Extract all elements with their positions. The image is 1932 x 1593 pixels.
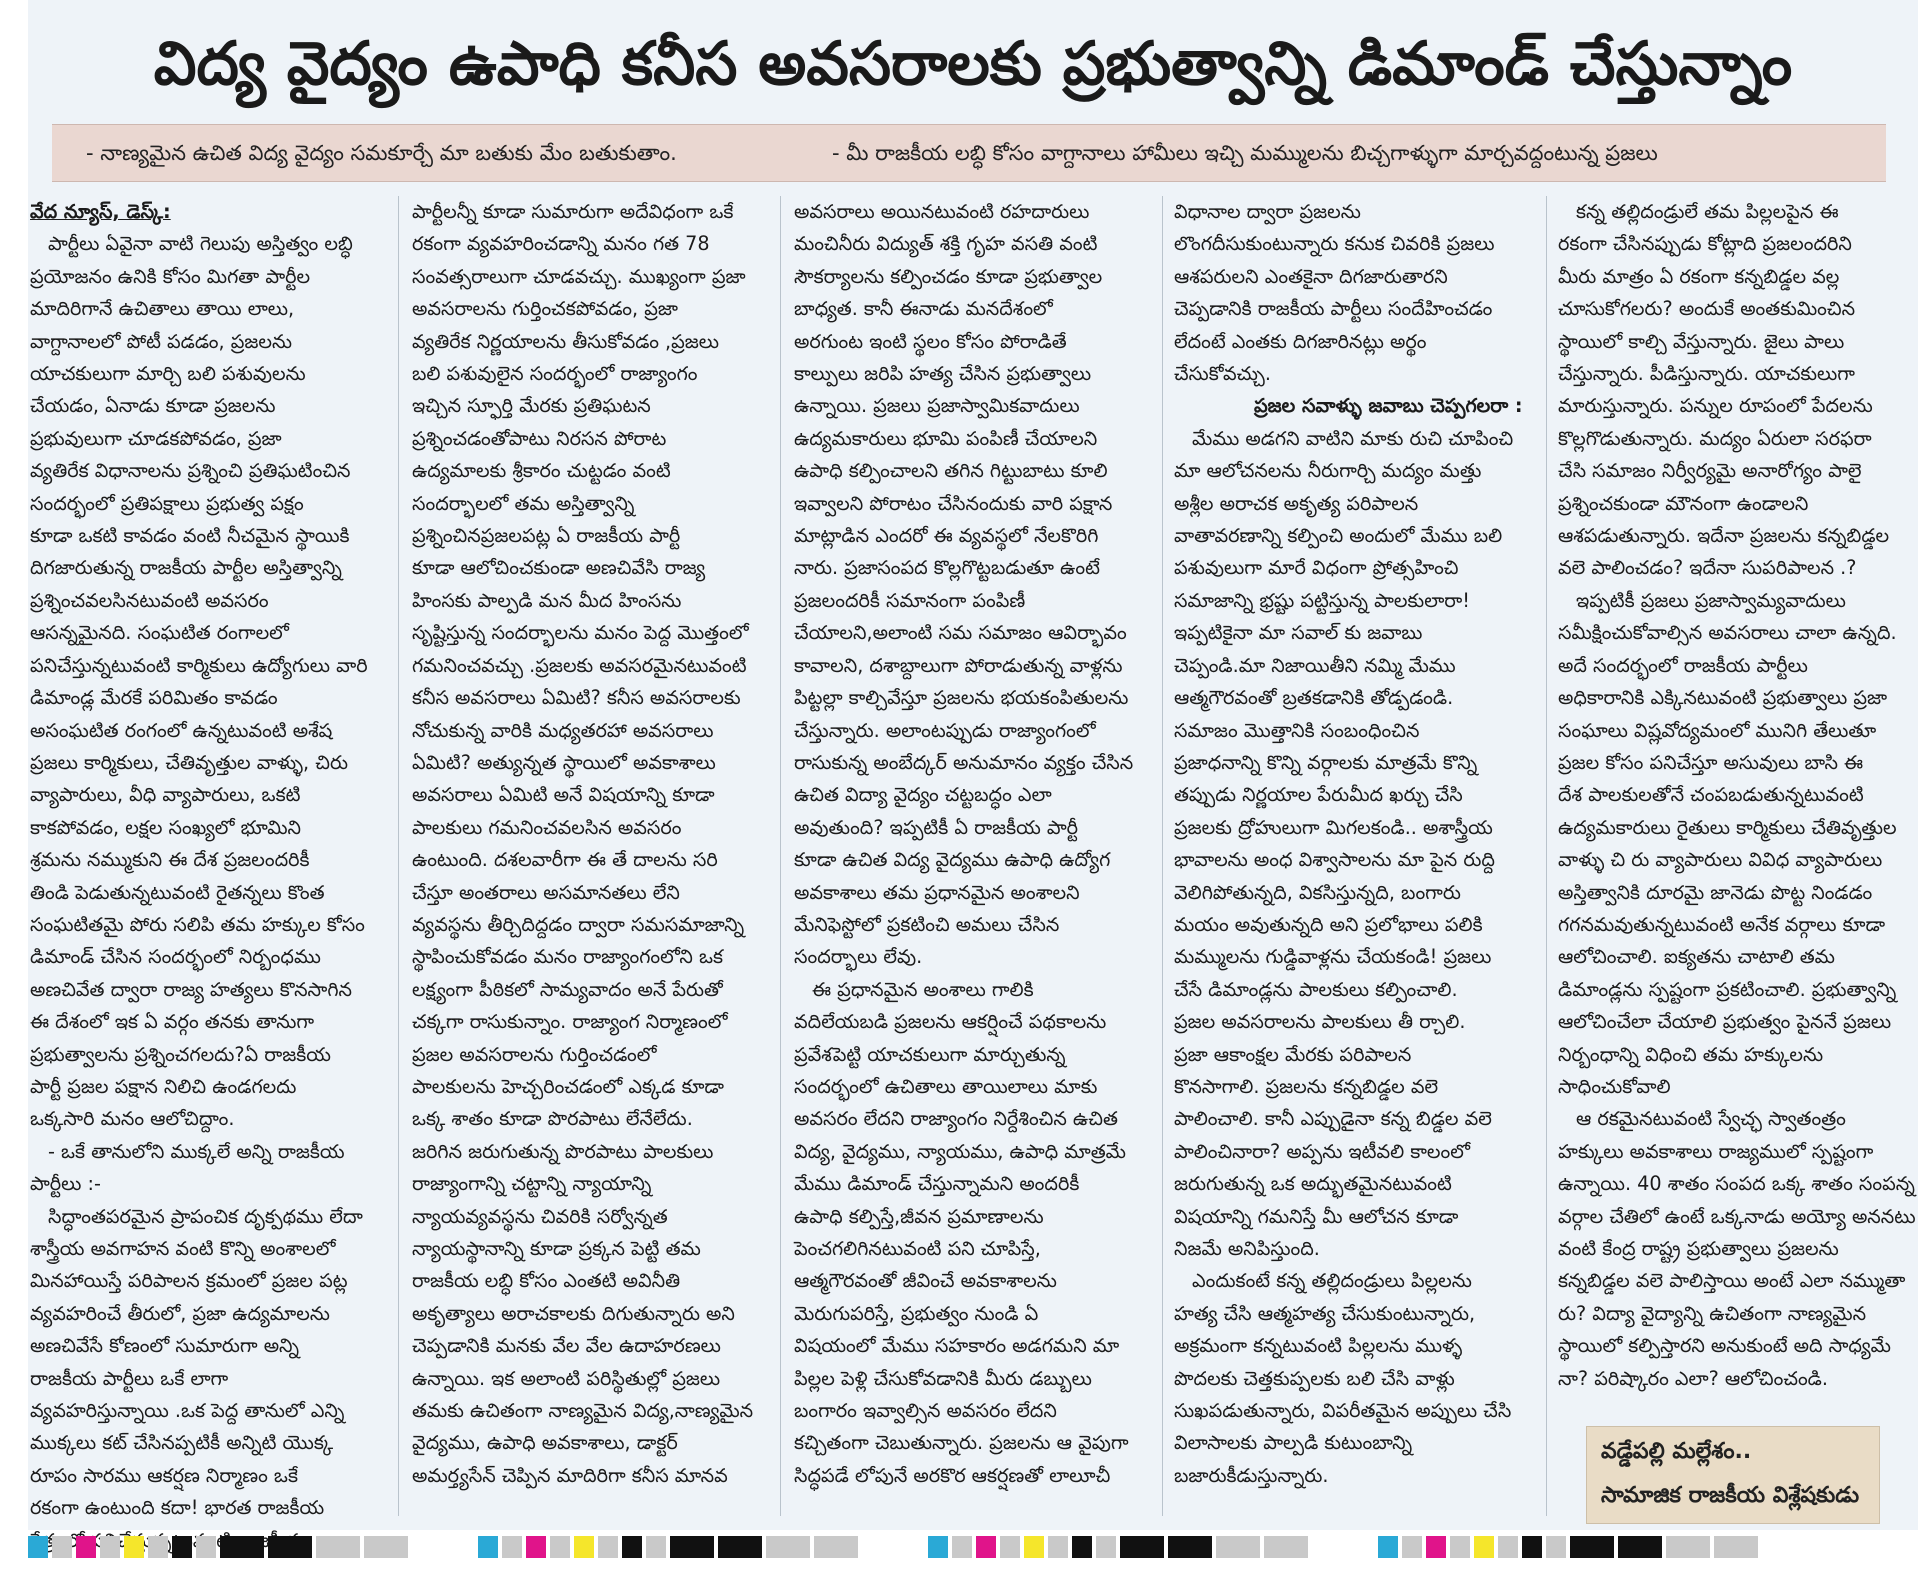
- article-line: గమనించవచ్చు .ప్రజలకు అవసరమైనటువంటి: [412, 653, 747, 677]
- news-desk-byline: వేద న్యూస్, డెస్క్:: [30, 200, 171, 223]
- article-line: వాగ్దానాలలో పోటీ పడడం, ప్రజలను: [30, 329, 293, 353]
- article-line: వాళ్ళు చి రు వ్యాపారులు వివిధ వ్యాపారులు: [1558, 848, 1883, 872]
- article-line: పిల్లల పెళ్లి చేసుకోవడానికి మీరు డబ్బులు: [794, 1366, 1092, 1390]
- article-line: అక్రమంగా కన్నటువంటి పిల్లలను ముళ్ళ: [1174, 1334, 1463, 1358]
- article-line: బంగారం ఇవ్వాల్సిన అవసరం లేదని: [794, 1399, 1057, 1423]
- registration-swatch: [478, 1536, 498, 1558]
- column-divider: [1546, 196, 1547, 1516]
- article-line: చేసి సమాజం నిర్వీర్యమై అనారోగ్యం పాలై: [1558, 459, 1862, 483]
- article-line: ఈ దేశంలో ఇక ఏ వర్గం తనకు తానుగా: [30, 1010, 315, 1034]
- article-line: సంఘాలు విష్లవోద్యమంలో మునిగి తేలుతూ: [1558, 718, 1877, 742]
- registration-swatch: [574, 1536, 594, 1558]
- article-line: చేయాలని,అలాంటి సమ సమాజం ఆవిర్భావం: [794, 621, 1127, 645]
- article-line: మీరు మాత్రం ఏ రకంగా కన్నబిడ్డల వల్ల: [1558, 264, 1840, 288]
- registration-swatch: [766, 1536, 810, 1558]
- article-line: ఆత్మగౌరవంతో జీవించే అవకాశాలను: [794, 1269, 1057, 1293]
- article-line: తప్పుడు నిర్ణయాల పేరుమీద ఖర్చు చేసి: [1174, 783, 1463, 807]
- article-line: కొనసాగాలి. ప్రజలను కన్నబిడ్డల వలె: [1174, 1074, 1439, 1098]
- article-line: ఆత్మగౌరవంతో బ్రతకడానికి తోడ్పడండి.: [1174, 686, 1454, 710]
- article-line: పార్టీ ప్రజల పక్షాన నిలిచి ఉండగలదు: [30, 1074, 297, 1098]
- article-column-4: [1174, 196, 1538, 1526]
- article-line: విద్య, వైద్యము, న్యాయము, ఉపాధి మాత్రమే: [794, 1139, 1126, 1163]
- article-line: గగనమవుతున్నటువంటి అనేక వర్గాలు కూడా: [1558, 912, 1886, 936]
- article-line: చేస్తున్నారు. పీడిస్తున్నారు. యాచకులుగా: [1558, 362, 1855, 386]
- registration-swatch: [646, 1536, 666, 1558]
- article-line: నా? పరిష్కారం ఎలా? ఆలోచించండి.: [1558, 1366, 1828, 1390]
- article-line: ఆశపడుతున్నారు. ఇదేనా ప్రజలను కన్నబిడ్డల: [1558, 524, 1890, 548]
- article-line: సంవత్సరాలుగా చూడవచ్చు. ముఖ్యంగా ప్రజా: [412, 264, 746, 288]
- article-line: వంటి కేంద్ర రాష్ట్ర ప్రభుత్వాలు ప్రజలను: [1558, 1237, 1839, 1260]
- article-line: విలాసాలకు పాల్పడి కుటుంబాన్ని: [1174, 1431, 1413, 1455]
- article-line: తమకు ఉచితంగా నాణ్యమైన విద్య,నాణ్యమైన: [412, 1399, 754, 1423]
- registration-swatch: [76, 1536, 96, 1558]
- article-line: చేసుకోవచ్చు.: [1174, 362, 1271, 386]
- registration-swatch: [28, 1536, 48, 1558]
- registration-swatch: [598, 1536, 618, 1558]
- article-line: నిజమే అనిపిస్తుంది.: [1174, 1237, 1320, 1260]
- article-line: మెరుగుపరిస్తే, ప్రభుత్వం నుండి ఏ: [794, 1301, 1039, 1325]
- article-line: మాదిరిగానే ఉచితాలు తాయి లాలు,: [30, 297, 295, 321]
- article-line: బలి పశువులైన సందర్భంలో రాజ్యాంగం: [412, 362, 698, 386]
- article-line: విషయాన్ని గమనిస్తే మీ ఆలోచన కూడా: [1174, 1204, 1459, 1228]
- column-divider: [1162, 196, 1163, 1516]
- article-line: నిర్బంధాన్ని విధించి తమ హక్కులను: [1558, 1042, 1824, 1066]
- article-line: సందర్భంలో ప్రతిపక్షాలు ప్రభుత్వ పక్షం: [30, 491, 304, 515]
- registration-swatch: [1096, 1536, 1116, 1558]
- article-line: ఉద్యమకారులు భూమి పంపిణీ చేయాలని: [794, 426, 1098, 450]
- article-column-1: [30, 196, 382, 1526]
- author-name: వడ్డేపల్లి మల్లేశం..: [1601, 1439, 1752, 1464]
- article-line: ప్రశ్నించడంతోపాటు నిరసన పోరాట: [412, 426, 667, 450]
- registration-swatch: [1168, 1536, 1212, 1558]
- article-line: పొదలకు చెత్తకుప్పలకు బలి చేసి వాళ్లు: [1174, 1366, 1455, 1390]
- article-line: లేదంటే ఎంతకు దిగజారినట్లు అర్థం: [1174, 329, 1427, 353]
- registration-swatch: [1264, 1536, 1308, 1558]
- article-line: ప్రజల సవాళ్ళు జవాబు చెప్పగలరా :: [1254, 394, 1523, 418]
- article-line: సౌకర్యాలను కల్పించడం కూడా ప్రభుత్వాల: [794, 264, 1103, 288]
- article-line: ప్రశ్నించకుండా మౌనంగా ఉండాలని: [1558, 491, 1809, 515]
- article-line: దిగజారుతున్న రాజకీయ పార్టీల అస్తిత్వాన్ని: [30, 556, 342, 580]
- article-line: విషయంలో మేము సహకారం అడగమని మా: [794, 1334, 1120, 1358]
- article-line: అవసరాలు ఏమిటి అనే విషయాన్ని కూడా: [412, 783, 715, 807]
- article-line: ఉపాధి కల్పించాలని తగిన గిట్టుబాటు కూలి: [794, 459, 1108, 483]
- article-line: ఇప్పటికీ ప్రజలు ప్రజాస్వామ్యవాదులు: [1576, 588, 1846, 612]
- article-line: ప్రభువులుగా చూడకపోవడం, ప్రజా: [30, 426, 282, 450]
- article-line: అసంఘటిత రంగంలో ఉన్నటువంటి అశేష: [30, 718, 333, 742]
- registration-swatch: [718, 1536, 762, 1558]
- registration-swatch: [1048, 1536, 1068, 1558]
- print-registration-strip: [28, 1536, 1918, 1558]
- article-line: చెప్పడానికి మనకు వేల వేల ఉదాహరణలు: [412, 1334, 721, 1358]
- registration-swatch: [670, 1536, 714, 1558]
- article-line: సాధించుకోవాలి: [1558, 1074, 1671, 1098]
- article-line: డిమాండ్ల మేరకే పరిమితం కావడం: [30, 686, 278, 710]
- article-line: పాలించాలి. కానీ ఎప్పుడైనా కన్న బిడ్డల వలె: [1174, 1107, 1492, 1131]
- article-line: మేము అడగని వాటిని మాకు రుచి చూపించి: [1192, 426, 1514, 450]
- registration-swatch: [1378, 1536, 1398, 1558]
- registration-swatch: [550, 1536, 570, 1558]
- article-line: ఈ ప్రధానమైన అంశాలు గాలికి: [812, 977, 1034, 1001]
- registration-swatch: [1666, 1536, 1710, 1558]
- registration-swatch: [1000, 1536, 1020, 1558]
- article-line: కచ్చితంగా చెబుతున్నారు. ప్రజలను ఆ వైపుగా: [794, 1431, 1129, 1455]
- subheading-1: - నాణ్యమైన ఉచిత విద్య వైద్యం సమకూర్చే మా బతుకు మేం బతుకుతాం.: [86, 141, 677, 165]
- article-line: బజారుకీడుస్తున్నారు.: [1174, 1463, 1329, 1487]
- article-line: కూడా ఆలోచించకుండా అణచివేసి రాజ్య: [412, 556, 706, 580]
- article-line: ఆలోచించేలా చేయాలి ప్రభుత్వం పైననే ప్రజలు: [1558, 1010, 1892, 1034]
- article-line: చెప్పడానికి రాజకీయ పార్టీలు సందేహించడం: [1174, 297, 1493, 321]
- article-line: శాస్త్రీయ అవగాహన వంటి కొన్ని అంశాలలో: [30, 1237, 336, 1260]
- author-signature-box: [1586, 1426, 1880, 1524]
- article-line: ఉచిత విద్యా వైద్యం చట్టబద్ధం ఎలా: [794, 783, 1052, 807]
- article-line: యాచకులుగా మార్చి బలి పశువులను: [30, 362, 306, 386]
- article-line: ప్రజలందరికీ సమానంగా పంపిణీ: [794, 588, 1026, 612]
- article-line: నోచుకున్న వారికి మధ్యతరహా అవసరాలు: [412, 718, 714, 742]
- article-line: బాధ్యత. కానీ ఈనాడు మనదేశంలో: [794, 297, 1053, 321]
- article-line: కూడా ఉచిత విద్య వైద్యము ఉపాధి ఉద్యోగ: [794, 848, 1111, 872]
- article-line: రకంగా వ్యవహరించడాన్ని మనం గత 78: [412, 232, 710, 256]
- article-line: కన్నబిడ్డల వలె పాలిస్తాయి అంటే ఎలా నమ్ముతా: [1558, 1269, 1906, 1293]
- article-line: పనిచేస్తున్నటువంటి కార్మికులు ఉద్యోగులు వారి: [30, 653, 368, 677]
- article-line: రాజకీయ పార్టీలు ఒకే లాగా: [30, 1366, 229, 1390]
- article-line: ఆ రకమైనటువంటి స్వేచ్ఛ స్వాతంత్రం: [1576, 1107, 1846, 1131]
- article-line: అస్తిత్వానికి దూరమై జానెడు పొట్ట నిండడం: [1558, 880, 1873, 904]
- article-line: మయం అవుతున్నది అని ప్రలోభాలు పలికి: [1174, 912, 1483, 936]
- article-line: ఉన్నాయి. ప్రజలు ప్రజాస్వామికవాదులు: [794, 394, 1080, 418]
- article-line: ముక్కలు కట్ చేసినప్పటికీ అన్నిటి యొక్క: [30, 1431, 334, 1455]
- article-line: అదే సందర్భంలో రాజకీయ పార్టీలు: [1558, 653, 1808, 677]
- registration-swatch: [928, 1536, 948, 1558]
- article-line: మంచినీరు విద్యుత్ శక్తి గృహ వసతి వంటి: [794, 232, 1098, 256]
- article-line: అధికారానికి ఎక్కినటువంటి ప్రభుత్వాలు ప్రజా: [1558, 686, 1888, 710]
- article-line: మినహాయిస్తే పరిపాలన క్రమంలో ప్రజల పట్ల: [30, 1269, 348, 1293]
- article-line: కూడా ఒకటి కావడం వంటి నీచమైన స్థాయికి: [30, 524, 350, 548]
- registration-swatch: [622, 1536, 642, 1558]
- article-line: పాలకులు గమనించవలసిన అవసరం: [412, 815, 682, 839]
- article-line: జరుగుతున్న ఒక అద్భుతమైనటువంటి: [1174, 1172, 1452, 1196]
- newspaper-page: [28, 0, 1918, 1530]
- article-line: ఆసన్నమైనది. సంఘటిత రంగాలలో: [30, 621, 289, 645]
- article-line: అకృత్యాలు అరాచకాలకు దిగుతున్నారు అని: [412, 1301, 735, 1325]
- registration-swatch: [364, 1536, 408, 1558]
- column-divider: [398, 196, 399, 1516]
- article-line: ప్రజలకు ద్రోహులుగా మిగలకండి.. అశాస్త్రీయ: [1174, 815, 1493, 839]
- registration-swatch: [1570, 1536, 1614, 1558]
- article-line: నారు. ప్రజాసంపద కొల్లగొట్టబడుతూ ఉంటే: [794, 556, 1100, 580]
- article-line: కావాలని, దశాబ్దాలుగా పోరాడుతున్న వాళ్లను: [794, 653, 1123, 677]
- article-line: చెప్పండి.మా నిజాయితీని నమ్మి మేము: [1174, 653, 1456, 677]
- article-line: మమ్ములను గుడ్డివాళ్లను చేయకండి! ప్రజలు: [1174, 945, 1492, 969]
- article-line: సృష్టిస్తున్న సందర్భాలను మనం పెద్ద మొత్తంలో: [412, 621, 749, 645]
- article-line: ఉద్యమకారులు రైతులు కార్మికులు చేతివృత్తుల: [1558, 815, 1897, 839]
- article-line: వ్యాపారులు, వీధి వ్యాపారులు, ఒకటి: [30, 783, 301, 807]
- article-line: పార్టీలు ఏవైనా వాటి గెలుపు అస్తిత్వం లబ్ధి: [48, 232, 353, 256]
- article-line: వ్యవహరిస్తున్నాయి .ఒక పెద్ద తానులో ఎన్ని: [30, 1399, 345, 1423]
- article-line: రూపం సారము ఆకర్షణ నిర్మాణం ఒకే: [30, 1463, 298, 1487]
- article-line: ప్రజల అవసరాలను గుర్తించడంలో: [412, 1042, 657, 1066]
- registration-swatch: [1498, 1536, 1518, 1558]
- article-line: వలె పాలించడం? ఇదేనా సుపరిపాలన .?: [1558, 556, 1857, 580]
- article-line: ప్రవేశపెట్టి యాచకులుగా మార్చుతున్న: [794, 1042, 1066, 1066]
- registration-swatch: [952, 1536, 972, 1558]
- article-line: ఉన్నాయి. ఇక అలాంటి పరిస్థితుల్లో ప్రజలు: [412, 1366, 721, 1390]
- article-line: వెలిగిపోతున్నది, వికసిస్తున్నది, బంగారు: [1174, 880, 1461, 904]
- article-line: ప్రశ్నించవలసినటువంటి అవసరం: [30, 588, 269, 612]
- registration-swatch: [1618, 1536, 1662, 1558]
- article-line: సందర్భాలలో తమ అస్తిత్వాన్ని: [412, 491, 635, 515]
- article-line: ప్రజలు కార్మికులు, చేతివృత్తుల వాళ్ళు, చిరు: [30, 750, 348, 774]
- article-line: కాకపోవడం, లక్షల సంఖ్యలో భూమిని: [30, 815, 302, 839]
- article-line: ఇవ్వాలని పోరాటం చేసినందుకు వారి పక్షాన: [794, 491, 1113, 515]
- article-line: కన్న తల్లిదండ్రులే తమ పిల్లలపైన ఈ: [1576, 200, 1839, 223]
- article-line: పశువులుగా మారే విధంగా ప్రోత్సహించి: [1174, 556, 1459, 580]
- registration-swatch: [814, 1536, 858, 1558]
- article-line: సందర్భంలో ఉచితాలు తాయిలాలు మాకు: [794, 1074, 1098, 1098]
- article-line: ఉపాధి కల్పిస్తే,జీవన ప్రమాణాలను: [794, 1204, 1044, 1228]
- article-line: ఉంటుంది. దశలవారీగా ఈ తే దాలను సరి: [412, 848, 718, 872]
- article-line: దేశ పాలకులతోనే చంపబడుతున్నటువంటి: [1558, 783, 1864, 807]
- article-line: అణచివేసే కోణంలో సుమారుగా అన్ని: [30, 1334, 300, 1358]
- article-line: ప్రజల కోసం పనిచేస్తూ అసువులు బాసి ఈ: [1558, 750, 1864, 774]
- article-line: రాజ్యాంగాన్ని చట్టాన్ని న్యాయాన్ని: [412, 1172, 652, 1196]
- article-line: అరగుంట ఇంటి స్థలం కోసం పోరాడితే: [794, 329, 1067, 353]
- registration-swatch: [1426, 1536, 1446, 1558]
- registration-swatch: [526, 1536, 546, 1558]
- article-line: రకంగా చేసినప్పుడు కోట్లాది ప్రజలందరిని: [1558, 232, 1852, 256]
- registration-swatch: [316, 1536, 360, 1558]
- article-column-5: [1558, 196, 1916, 1416]
- registration-swatch: [1450, 1536, 1470, 1558]
- article-line: చేయడం, ఏనాడు కూడా ప్రజలను: [30, 394, 276, 418]
- article-line: స్థాయిలో కాల్చి వేస్తున్నారు. జైలు పాలు: [1558, 329, 1845, 353]
- registration-swatch: [1522, 1536, 1542, 1558]
- registration-swatch: [100, 1536, 120, 1558]
- article-line: సిద్ధాంతపరమైన ప్రాపంచిక దృక్పథము లేదా: [48, 1204, 363, 1228]
- article-line: కనీస అవసరాలు ఏమిటి? కనీస అవసరాలకు: [412, 686, 741, 710]
- article-line: జరిగిన జరుగుతున్న పొరపాటు పాలకులు: [412, 1139, 714, 1163]
- registration-swatch: [976, 1536, 996, 1558]
- article-line: పెంచగలిగినటువంటి పని చూపిస్తే,: [794, 1237, 1041, 1260]
- article-line: అణచివేత ద్వారా రాజ్య హత్యలు కొనసాగిన: [30, 977, 352, 1001]
- article-line: మేనిఫెస్టోలో ప్రకటించి అమలు చేసిన: [794, 912, 1060, 936]
- article-line: ఒక్క శాతం కూడా పొరపాటు లేనేలేదు.: [412, 1107, 693, 1131]
- article-line: అవుతుంది? ఇప్పటికీ ఏ రాజకీయ పార్టీ: [794, 815, 1079, 839]
- article-line: వ్యవహరించే తీరులో, ప్రజా ఉద్యమాలను: [30, 1301, 330, 1325]
- article-line: న్యాయవ్యవస్థను చివరికి సర్వోన్నత: [412, 1204, 668, 1228]
- article-line: చేస్తున్నారు. అలాంటప్పుడు రాజ్యాంగంలో: [794, 718, 1096, 742]
- headline: విద్య వైద్యం ఉపాధి కనీస అవసరాలకు ప్రభుత్వాన్ని డిమాండ్ చేస్తున్నాం: [153, 29, 1793, 99]
- article-line: - ఒకే తానులోని ముక్కలే అన్ని రాజకీయ: [48, 1139, 345, 1163]
- article-line: పాలకులను హెచ్చరించడంలో ఎక్కడ కూడా: [412, 1074, 724, 1098]
- article-line: అశ్లీల అరాచక అకృత్య పరిపాలన: [1174, 491, 1419, 515]
- author-title: సామాజిక రాజకీయ విశ్లేషకుడు: [1601, 1483, 1860, 1508]
- registration-swatch: [196, 1536, 216, 1558]
- article-line: న్యాయస్థానాన్ని కూడా ప్రక్కన పెట్టి తమ: [412, 1237, 701, 1260]
- article-line: వ్యతిరేక నిర్ణయాలను తీసుకోవడం ,ప్రజలు: [412, 329, 720, 353]
- article-line: ప్రయోజనం ఉనికి కోసం మిగతా పార్టీల: [30, 264, 311, 288]
- article-line: సమాజం మొత్తానికి సంబంధించిన: [1174, 718, 1420, 742]
- article-line: ఇప్పటికైనా మా సవాల్ కు జవాబు: [1174, 621, 1423, 645]
- article-line: డిమాండ్ చేసిన సందర్భంలో నిర్బంధము: [30, 945, 321, 969]
- article-line: ఏమిటి? అత్యున్నత స్థాయిలో అవకాశాలు: [412, 750, 716, 774]
- article-line: తిండి పెడుతున్నటువంటి రైతన్నలు కొంత: [30, 880, 325, 904]
- article-line: హింసకు పాల్పడి మన మీద హింసను: [412, 588, 682, 612]
- article-line: ఆలోచించాలి. ఐక్యతను చాటాలి తమ: [1558, 945, 1835, 969]
- article-line: వాతావరణాన్ని కల్పించి అందులో మేము బలి: [1174, 524, 1503, 548]
- article-line: శ్రమను నమ్ముకుని ఈ దేశ ప్రజలందరికీ: [30, 848, 310, 872]
- article-line: స్థాయిలో కల్పిస్తారని అనుకుంటే అది సాధ్యమే: [1558, 1334, 1891, 1358]
- article-line: చూసుకోగలరు? అందుకే అంతకుమించిన: [1558, 297, 1856, 321]
- registration-swatch: [52, 1536, 72, 1558]
- registration-swatch: [220, 1536, 264, 1558]
- article-line: మేము డిమాండ్ చేస్తున్నామని అందరికీ: [794, 1172, 1080, 1196]
- registration-swatch: [502, 1536, 522, 1558]
- article-line: ఇచ్చిన స్ఫూర్తి మేరకు ప్రతిఘటన: [412, 394, 651, 418]
- registration-swatch: [124, 1536, 144, 1558]
- registration-swatch: [1546, 1536, 1566, 1558]
- article-line: వర్గాల చేతిలో ఉంటే ఒక్కనాడు అయ్యో అననటు: [1558, 1204, 1916, 1228]
- article-line: హక్కులు అవకాశాలు రాజ్యములో స్పష్టంగా: [1558, 1139, 1874, 1163]
- article-line: లక్ష్యంగా పీఠికలో సామ్యవాదం అనే పేరుతో: [412, 977, 723, 1001]
- subheading-2: - మీ రాజకీయ లబ్ధి కోసం వాగ్దానాలు హామీలు ఇచ్చి మమ్ములను బిచ్చగాళ్ళుగా మార్చవద్దంటున్న ప్రజలు: [832, 141, 1658, 165]
- article-line: ప్రజల అవసరాలను పాలకులు తీ ర్చాలి.: [1174, 1010, 1466, 1034]
- article-line: కొల్లగొడుతున్నారు. మద్యం ఏరులా సరఫరా: [1558, 426, 1872, 450]
- article-column-2: [412, 196, 772, 1526]
- article-line: మాట్లాడిన ఎందరో ఈ వ్యవస్థలో నేలకొరిగి: [794, 524, 1099, 548]
- article-line: మారుస్తున్నారు. పన్నుల రూపంలో పేదలను: [1558, 394, 1873, 418]
- article-line: పిట్టల్లా కాల్చివేస్తూ ప్రజలను భయకంపితులను: [794, 686, 1129, 710]
- article-line: విధానాల ద్వారా ప్రజలను: [1174, 200, 1361, 223]
- article-line: ప్రజాధనాన్ని కొన్ని వర్గాలకు మాత్రమే కొన్ని: [1174, 750, 1478, 774]
- article-line: పార్టీలన్నీ కూడా సుమారుగా అదేవిధంగా ఒకే: [412, 200, 734, 223]
- article-line: ఎందుకంటే కన్న తల్లిదండ్రులు పిల్లలను: [1192, 1269, 1472, 1293]
- article-line: రాజకీయ లబ్ధి కోసం ఎంతటి అవినీతి: [412, 1269, 681, 1293]
- article-line: ఉద్యమాలకు శ్రీకారం చుట్టడం వంటి: [412, 459, 671, 483]
- article-line: వ్యతిరేక విధానాలను ప్రశ్నించి ప్రతిఘటించిన: [30, 459, 351, 483]
- article-line: అవకాశాలు తమ ప్రధానమైన అంశాలని: [794, 880, 1080, 904]
- article-line: లొంగదీసుకుంటున్నారు కనుక చివరికి ప్రజలు: [1174, 232, 1495, 256]
- article-line: రకంగా ఉంటుంది కదా! భారత రాజకీయ: [30, 1496, 325, 1520]
- article-line: వదిలేయబడి ప్రజలను ఆకర్షించే పథకాలను: [794, 1010, 1107, 1034]
- article-line: ప్రశ్నించినప్రజలపట్ల ఏ రాజకీయ పార్టీ: [412, 524, 681, 548]
- article-line: ప్రభుత్వాలను ప్రశ్నించగలదు?ఏ రాజకీయ: [30, 1042, 331, 1066]
- registration-swatch: [1714, 1536, 1758, 1558]
- article-line: మా ఆలోచనలను నీరుగార్చి మద్యం మత్తు: [1174, 459, 1482, 483]
- article-line: అమర్త్యసేన్ చెప్పిన మాదిరిగా కనీస మానవ: [412, 1463, 728, 1487]
- registration-swatch: [1216, 1536, 1260, 1558]
- article-line: స్థాపించుకోవడం మనం రాజ్యాంగంలోని ఒక: [412, 945, 724, 969]
- article-line: హత్య చేసి ఆత్మహత్య చేసుకుంటున్నారు,: [1174, 1301, 1476, 1325]
- article-line: పార్టీలు :-: [30, 1172, 101, 1196]
- registration-swatch: [268, 1536, 312, 1558]
- article-line: సందర్భాలు లేవు.: [794, 945, 923, 969]
- article-line: కాల్పులు జరిపి హత్య చేసిన ప్రభుత్వాలు: [794, 362, 1092, 386]
- registration-swatch: [1072, 1536, 1092, 1558]
- article-line: డిమాండ్లను స్పష్టంగా ప్రకటించాలి. ప్రభుత్వాన్ని: [1558, 977, 1897, 1001]
- registration-swatch: [148, 1536, 168, 1558]
- article-line: చేసే డిమాండ్లను పాలకులు కల్పించాలి.: [1174, 977, 1458, 1001]
- registration-swatch: [1024, 1536, 1044, 1558]
- article-line: ప్రజా ఆకాంక్షల మేరకు పరిపాలన: [1174, 1042, 1412, 1066]
- article-line: చక్కగా రాసుకున్నాం. రాజ్యాంగ నిర్మాణంలో: [412, 1010, 728, 1034]
- article-line: ఆశపరులని ఎంతకైనా దిగజారుతారని: [1174, 264, 1448, 288]
- registration-swatch: [1120, 1536, 1164, 1558]
- article-line: అవసరం లేదని రాజ్యాంగం నిర్దేశించిన ఉచిత: [794, 1107, 1118, 1131]
- article-line: భావాలను అంధ విశ్వాసాలను మా పైన రుద్ది: [1174, 848, 1495, 872]
- article-line: అవసరాలను గుర్తించకపోవడం, ప్రజా: [412, 297, 678, 321]
- article-line: అవసరాలు అయినటువంటి రహదారులు: [794, 200, 1090, 223]
- article-column-3: [794, 196, 1154, 1526]
- article-line: వ్యవస్థను తీర్చిదిద్దడం ద్వారా సమసమాజాన్ని: [412, 912, 745, 936]
- article-line: రాసుకున్న అంబేద్కర్ అనుమానం వ్యక్తం చేసిన: [794, 750, 1134, 774]
- article-line: సుఖపడుతున్నారు, విపరీతమైన అప్పులు చేసి: [1174, 1399, 1512, 1423]
- article-line: ఒక్కసారి మనం ఆలోచిద్దాం.: [30, 1107, 235, 1131]
- article-line: ఉన్నాయి. 40 శాతం సంపద ఒక్క శాతం సంపన్న: [1558, 1172, 1915, 1196]
- article-line: పాలించినారా? అప్పను ఇటీవలి కాలంలో: [1174, 1139, 1471, 1163]
- article-line: సంఘటితమై పోరు సలిపి తమ హక్కుల కోసం: [30, 912, 365, 936]
- article-line: వైద్యము, ఉపాధి అవకాశాలు, డాక్టర్: [412, 1431, 678, 1455]
- article-line: రు? విద్యా వైద్యాన్ని ఉచితంగా నాణ్యమైన: [1558, 1301, 1867, 1325]
- registration-swatch: [172, 1536, 192, 1558]
- article-line: సమాజాన్ని భ్రష్టు పట్టిస్తున్న పాలకులారా!: [1174, 588, 1470, 612]
- article-line: సిద్ధపడే లోపునే అరకొర ఆకర్షణతో లాలూచీ: [794, 1463, 1111, 1487]
- article-line: సమీక్షించుకోవాల్సిన అవసరాలు చాలా ఉన్నది.: [1558, 621, 1897, 645]
- article-line: చేస్తూ అంతరాలు అసమానతలు లేని: [412, 880, 680, 904]
- column-divider: [780, 196, 781, 1516]
- registration-swatch: [1402, 1536, 1422, 1558]
- subheading-bar: [52, 124, 1886, 182]
- registration-swatch: [1474, 1536, 1494, 1558]
